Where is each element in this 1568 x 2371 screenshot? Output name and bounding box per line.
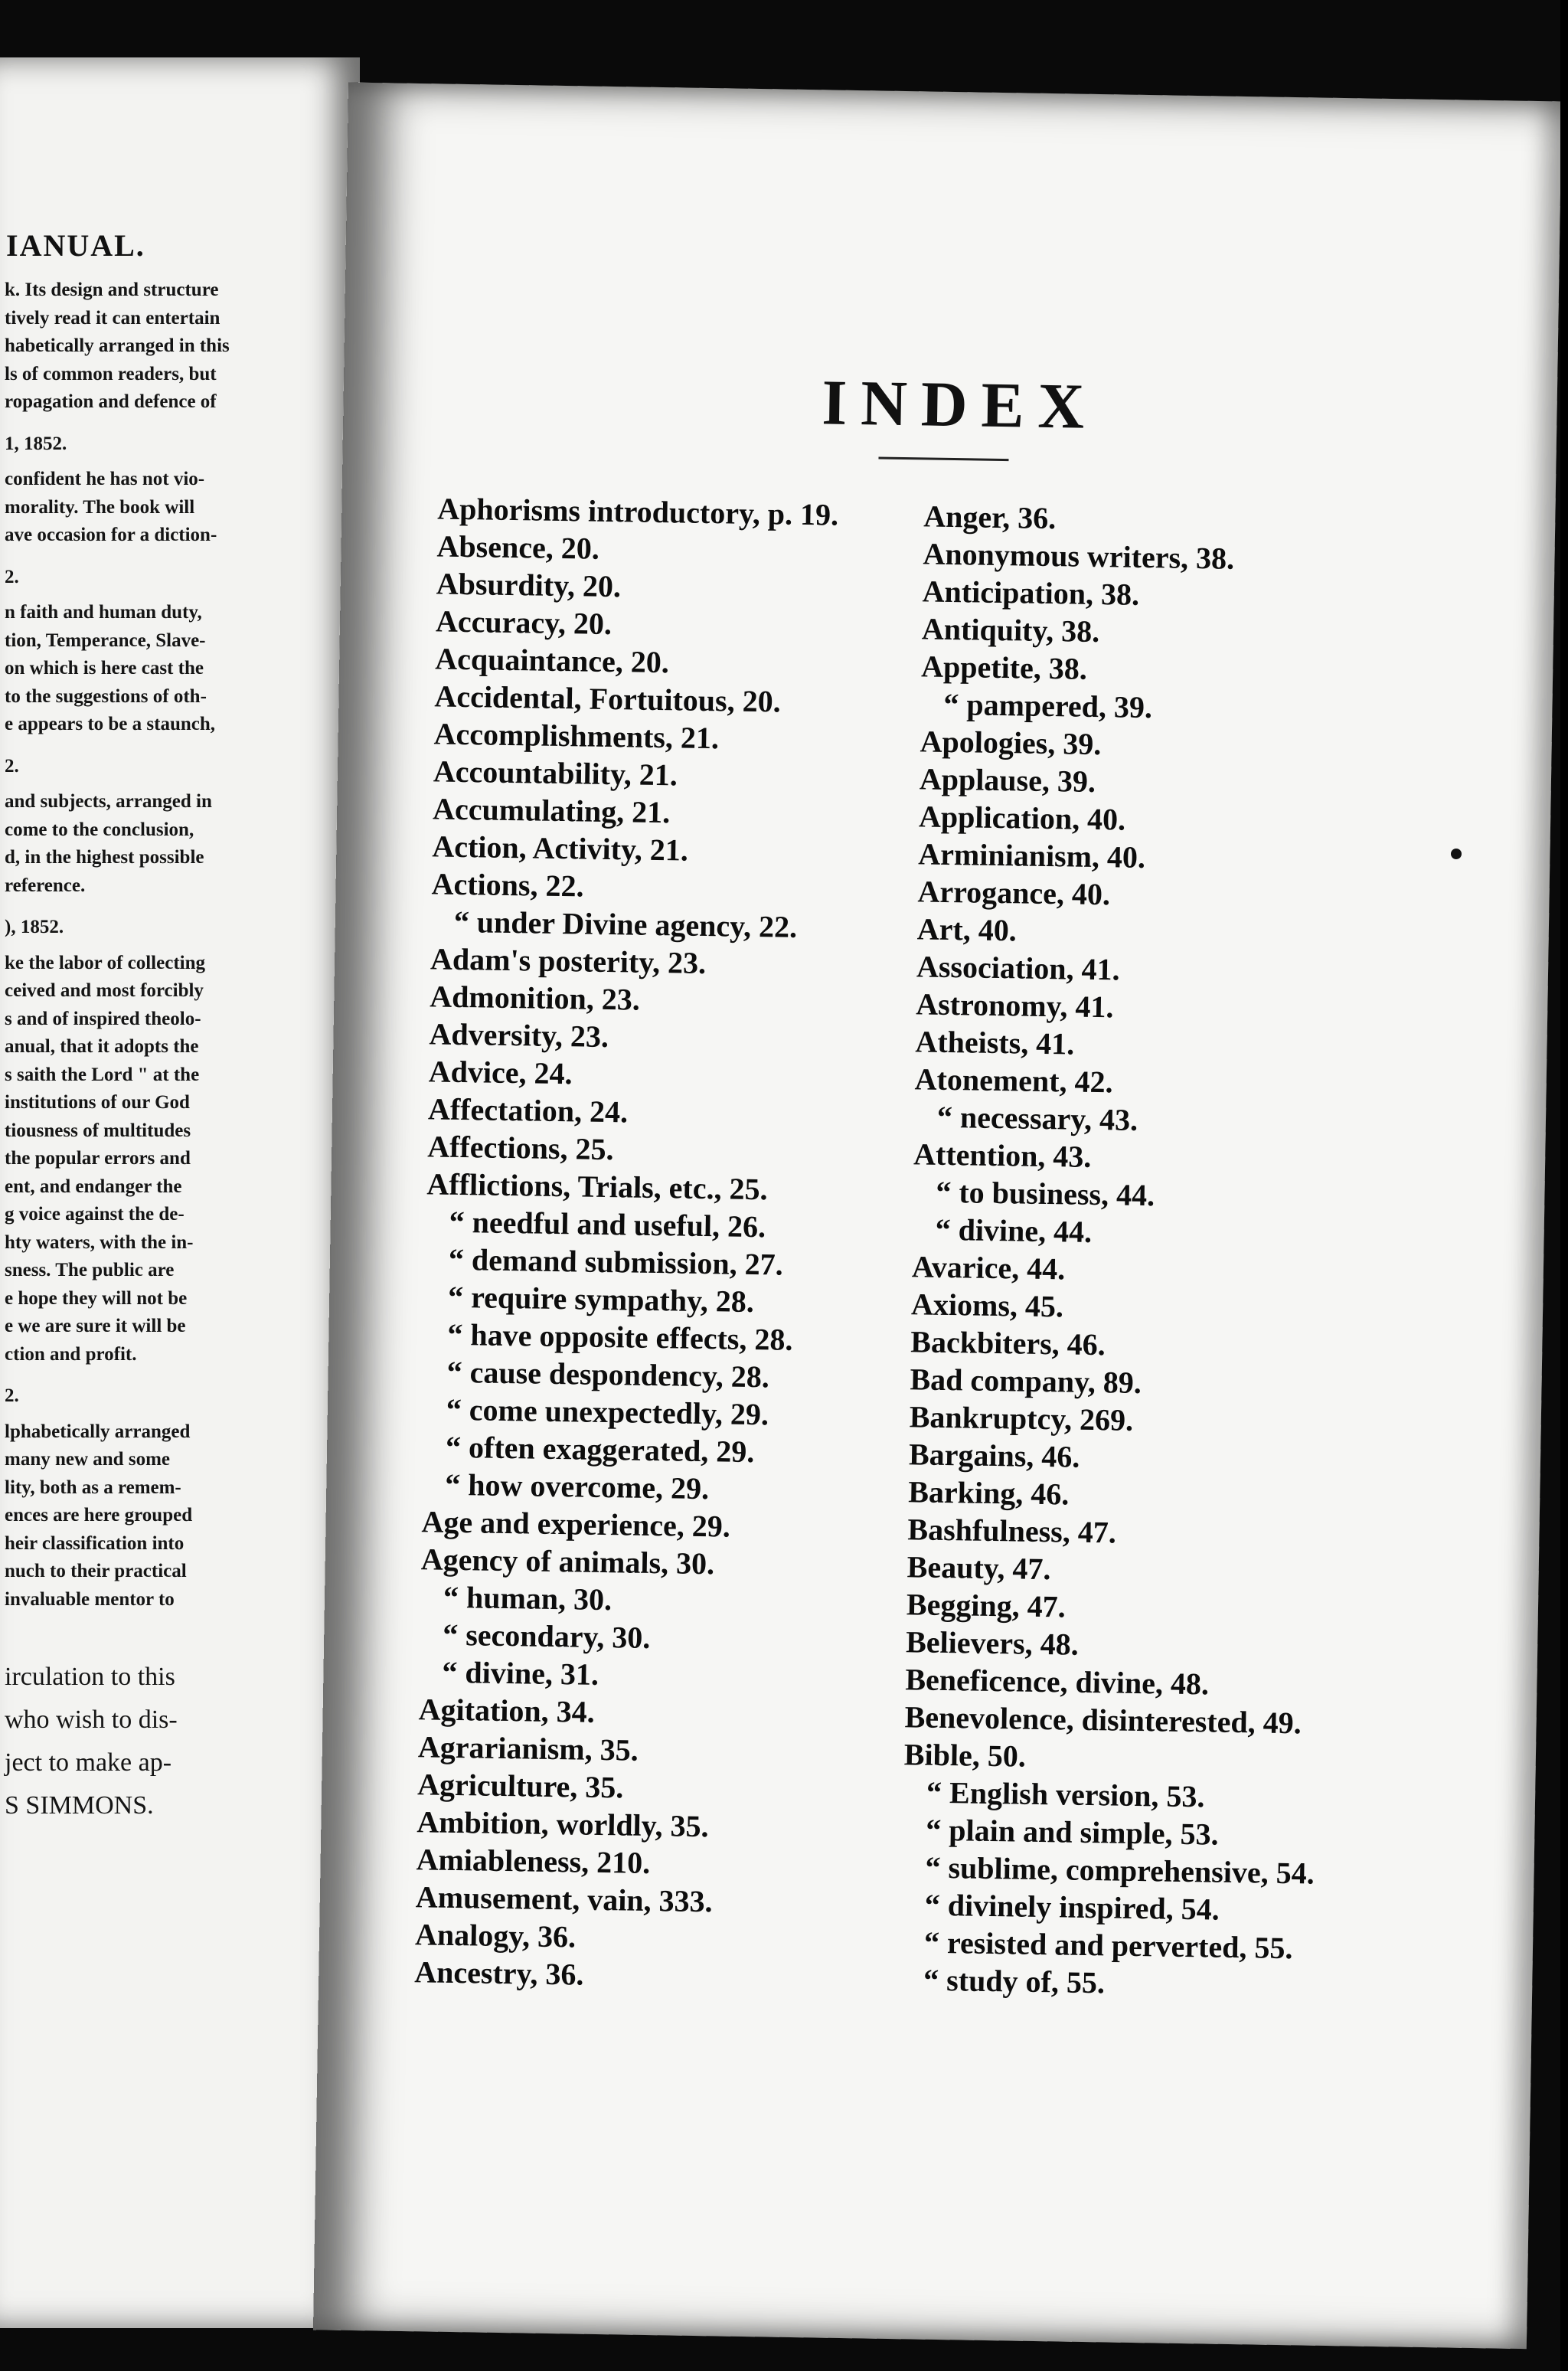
index-subentry: “ study of, 55. [923, 1962, 1106, 2000]
left-page-line: d, in the highest possible [5, 847, 204, 868]
left-page-line: 2. [5, 566, 19, 587]
index-entry: Accumulating, 21. [432, 791, 671, 830]
index-subentry: “ to business, 44. [936, 1174, 1155, 1213]
left-page-line: habetically arranged in this [5, 335, 230, 356]
index-entry: Agriculture, 35. [416, 1767, 624, 1805]
left-page-line: invaluable mentor to [5, 1588, 175, 1610]
left-page-line: s and of inspired theolo- [5, 1008, 201, 1029]
index-entry: Accuracy, 20. [435, 603, 612, 642]
left-page-line: g voice against the de- [5, 1204, 185, 1225]
index-subentry: “ needful and useful, 26. [449, 1204, 766, 1244]
index-entry: Beneficence, divine, 48. [905, 1662, 1210, 1702]
left-page-line: ent, and endanger the [5, 1176, 182, 1197]
right-page [313, 83, 1562, 2350]
left-page-line: ls of common readers, but [5, 363, 217, 384]
index-entry: Bad company, 89. [910, 1362, 1142, 1401]
index-subentry: “ divinely inspired, 54. [924, 1887, 1220, 1927]
left-page-line: anual, that it adopts the [5, 1036, 199, 1057]
bleed-through-text [1148, 302, 1156, 334]
index-entry: Anger, 36. [923, 499, 1057, 536]
index-entry: Age and experience, 29. [421, 1504, 731, 1544]
index-entry: Amusement, vain, 333. [415, 1879, 713, 1919]
index-entry: Affections, 25. [426, 1129, 614, 1167]
index-subentry: “ require sympathy, 28. [447, 1279, 755, 1320]
left-page-line: ropagation and defence of [5, 391, 217, 412]
left-page-line: tiousness of multitudes [5, 1120, 191, 1141]
page-title: INDEX [821, 367, 1099, 443]
index-entry: Ancestry, 36. [414, 1954, 584, 1992]
index-entry: Action, Activity, 21. [432, 829, 689, 868]
index-entry: Anonymous writers, 38. [923, 536, 1235, 576]
index-entry: Absurdity, 20. [436, 566, 622, 604]
index-subentry: “ come unexpectedly, 29. [446, 1392, 769, 1432]
title-rule [878, 456, 1008, 461]
index-entry: Anticipation, 38. [922, 574, 1140, 612]
left-page-line: hty waters, with the in- [5, 1231, 194, 1253]
left-page-line: tion, Temperance, Slave- [5, 630, 206, 651]
scan-edge [1560, 0, 1568, 2371]
index-entry: Affectation, 24. [427, 1091, 629, 1130]
index-entry: Admonition, 23. [430, 979, 641, 1017]
index-entry: Amiableness, 210. [416, 1842, 651, 1881]
index-entry: Adversity, 23. [429, 1016, 609, 1055]
index-entry: Agitation, 34. [418, 1692, 596, 1729]
left-page-line: e appears to be a staunch, [5, 714, 216, 734]
index-entry: Appetite, 38. [920, 649, 1088, 686]
left-page-line: come to the conclusion, [5, 819, 194, 840]
left-page-line: ave occasion for a diction- [5, 525, 217, 545]
index-subentry: “ how overcome, 29. [445, 1467, 710, 1506]
left-page-line: who wish to dis- [5, 1705, 178, 1734]
left-page-line: ction and profit. [5, 1343, 137, 1365]
index-column-left [414, 489, 839, 1997]
index-entry: Aphorisms introductory, p. 19. [437, 491, 839, 532]
index-entry: Analogy, 36. [414, 1917, 577, 1954]
left-page-line: e we are sure it will be [5, 1316, 186, 1336]
index-entry: Bible, 50. [903, 1737, 1027, 1774]
index-subentry: “ secondary, 30. [442, 1617, 651, 1655]
left-page-line: n faith and human duty, [5, 602, 202, 623]
left-page-line: irculation to this [5, 1663, 175, 1691]
index-entry: Benevolence, disinterested, 49. [904, 1699, 1302, 1741]
index-entry: Astronomy, 41. [915, 986, 1114, 1025]
index-entry: Avarice, 44. [911, 1249, 1066, 1287]
index-entry: Advice, 24. [428, 1054, 573, 1091]
index-subentry: “ sublime, comprehensive, 54. [925, 1849, 1315, 1891]
left-page-line: ), 1852. [5, 917, 64, 937]
left-page-line: confident he has not vio- [5, 469, 205, 489]
index-entry: Ambition, worldly, 35. [416, 1804, 709, 1844]
index-subentry: “ English version, 53. [926, 1774, 1205, 1814]
left-page-line: s saith the Lord " at the [5, 1064, 200, 1085]
index-subentry: “ under Divine agency, 22. [453, 904, 798, 944]
left-page-line: lphabetically arranged [5, 1421, 191, 1442]
index-entry: Agrarianism, 35. [417, 1729, 639, 1768]
index-entry: Bashfulness, 47. [907, 1512, 1117, 1550]
index-entry: Beauty, 47. [906, 1549, 1051, 1587]
left-page-line: heir classification into [5, 1532, 185, 1554]
index-subentry: “ plain and simple, 53. [925, 1812, 1219, 1852]
index-entry: Actions, 22. [431, 866, 584, 904]
index-entry: Absence, 20. [436, 528, 600, 566]
index-entry: Apologies, 39. [920, 724, 1102, 762]
left-page-line: 2. [5, 1385, 19, 1406]
index-entry: Backbiters, 46. [910, 1324, 1106, 1362]
left-page-line: morality. The book will [5, 496, 195, 518]
left-page-line: the popular errors and [5, 1148, 191, 1169]
left-page-line: ceived and most forcibly [5, 980, 204, 1001]
index-entry: Accomplishments, 21. [433, 716, 720, 756]
left-page-line: nuch to their practical [5, 1561, 187, 1581]
index-entry: Barking, 46. [907, 1474, 1070, 1512]
index-entry: Bargains, 46. [908, 1437, 1080, 1474]
index-entry: Bankruptcy, 269. [909, 1399, 1134, 1437]
index-entry: Agency of animals, 30. [420, 1542, 715, 1581]
left-page-line: and subjects, arranged in [5, 791, 212, 812]
index-entry: Attention, 43. [913, 1136, 1092, 1174]
left-page-line: institutions of our God [5, 1092, 190, 1113]
index-subentry: “ divine, 31. [442, 1654, 599, 1692]
left-page-line: reference. [5, 875, 86, 896]
left-page-line: S SIMMONS. [5, 1791, 154, 1820]
left-page-line: ke the labor of collecting [5, 952, 205, 973]
left-page-line: on which is here cast the [5, 658, 204, 679]
index-entry: Antiquity, 38. [921, 611, 1100, 649]
index-entry: Acquaintance, 20. [434, 641, 670, 680]
index-subentry: “ often exaggerated, 29. [445, 1429, 755, 1470]
index-entry: Arminianism, 40. [918, 836, 1146, 875]
index-entry: Atheists, 41. [915, 1024, 1075, 1061]
index-entry: Afflictions, Trials, etc., 25. [426, 1166, 768, 1207]
index-subentry: “ demand submission, 27. [448, 1241, 784, 1282]
left-page-line: to the suggestions of oth- [5, 685, 207, 707]
left-page [0, 57, 360, 2328]
index-subentry: “ cause despondency, 28. [446, 1354, 770, 1395]
index-entry: Accountability, 21. [433, 754, 678, 793]
index-entry: Axioms, 45. [910, 1287, 1064, 1324]
index-subentry: “ have opposite effects, 28. [447, 1316, 793, 1357]
index-entry: Begging, 47. [906, 1587, 1067, 1624]
index-subentry: “ necessary, 43. [936, 1099, 1138, 1137]
index-entry: Application, 40. [918, 799, 1126, 837]
index-entry: Applause, 39. [919, 761, 1096, 799]
index-entry: Adam's posterity, 23. [430, 941, 707, 981]
index-column-right [900, 497, 1336, 2004]
index-subentry: “ human, 30. [443, 1579, 612, 1617]
index-entry: Atonement, 42. [914, 1061, 1113, 1100]
left-page-line: 1, 1852. [5, 433, 67, 454]
left-page-header: IANUAL. [6, 228, 145, 263]
left-page-line: 2. [5, 755, 19, 777]
index-subentry: “ divine, 44. [935, 1212, 1093, 1249]
index-entry: Accidental, Fortuitous, 20. [434, 679, 782, 719]
index-entry: Believers, 48. [905, 1624, 1080, 1662]
index-subentry: “ resisted and perverted, 55. [923, 1925, 1293, 1966]
left-page-line: many new and some [5, 1449, 170, 1470]
index-entry: Association, 41. [916, 949, 1120, 987]
left-page-line: tively read it can entertain [5, 307, 220, 329]
index-entry: Arrogance, 40. [917, 874, 1111, 912]
index-subentry: “ pampered, 39. [943, 686, 1153, 725]
index-entry: Art, 40. [916, 911, 1018, 948]
left-page-line: e hope they will not be [5, 1287, 188, 1309]
ink-spot [1451, 849, 1462, 859]
left-page-line: ences are here grouped [5, 1505, 193, 1526]
left-page-line: sness. The public are [5, 1260, 175, 1280]
left-page-line: k. Its design and structure [5, 280, 219, 300]
left-page-line: lity, both as a remem- [5, 1477, 181, 1498]
left-page-line: ject to make ap- [5, 1748, 172, 1777]
